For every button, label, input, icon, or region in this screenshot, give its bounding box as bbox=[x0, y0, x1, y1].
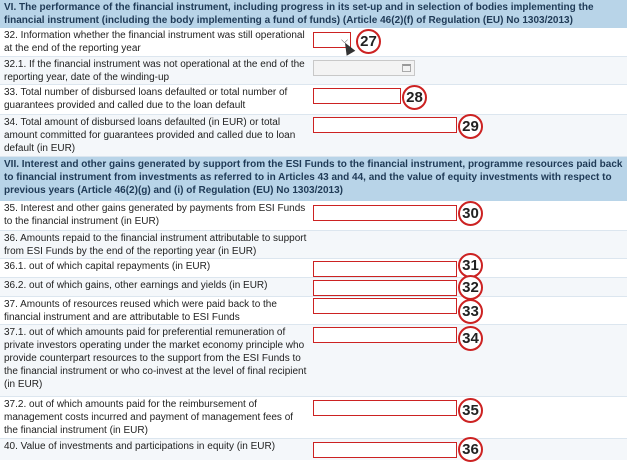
calendar-icon[interactable] bbox=[402, 64, 411, 72]
row-37-2 bbox=[0, 397, 627, 439]
capital-repayments-input[interactable] bbox=[313, 261, 457, 277]
row-35-label: 35. Interest and other gains generated by payments from ESI Funds to the financial instrument (in EUR) bbox=[4, 203, 306, 227]
defaulted-loans-count-input[interactable] bbox=[313, 88, 401, 104]
preferential-remuneration-input[interactable] bbox=[313, 327, 457, 343]
row-34-label: 34. Total amount of disbursed loans defaulted (in EUR) or total amount committed for guarantees provided and called due to loan default (in EUR) bbox=[4, 117, 296, 154]
row-40 bbox=[0, 439, 627, 460]
badge-34: 34 bbox=[458, 326, 483, 351]
badge-32: 32 bbox=[458, 275, 483, 300]
section-vii-header: VII. Interest and other gains generated by support from the ESI Funds to the financial instrument, programme resources paid back to financial instrument from investments as referred to in Articles 43 and 44, and the value of equity investments with respect to previous years (Article 46(2)(g) and (i) of Regulation (EU) No 1303/2013) bbox=[0, 157, 627, 201]
badge-35: 35 bbox=[458, 398, 483, 423]
row-37-1 bbox=[0, 325, 627, 397]
section-vi-header: VI. The performance of the financial instrument, including progress in its set-up and in selection of bodies implementing the financial instrument (including the body implementing a fund of funds) (Article 46(2)(f) of Regulation (EU) No 1303/2013) bbox=[0, 0, 627, 28]
badge-33: 33 bbox=[458, 299, 483, 324]
badge-27: 27 bbox=[356, 29, 381, 54]
mouse-cursor-icon bbox=[341, 40, 356, 55]
row-32-1-label: 32.1. If the financial instrument was not operational at the end of the reporting year, date of the winding-up bbox=[4, 59, 305, 83]
row-32-1 bbox=[0, 57, 627, 85]
row-33-label: 33. Total number of disbursed loans defaulted or total number of guarantees provided and called due to the loan default bbox=[4, 87, 288, 111]
badge-28: 28 bbox=[402, 85, 427, 110]
row-40-label: 40. Value of investments and participations in equity (in EUR) bbox=[4, 441, 276, 452]
badge-30: 30 bbox=[458, 201, 483, 226]
row-37-2-label: 37.2. out of which amounts paid for the reimbursement of management costs incurred and payment of management fees of the financial instrument (in EUR) bbox=[4, 399, 294, 436]
badge-31: 31 bbox=[458, 253, 483, 278]
resources-reused-input[interactable] bbox=[313, 298, 457, 314]
gains-earnings-input[interactable] bbox=[313, 280, 457, 296]
row-36-2-label: 36.2. out of which gains, other earnings and yields (in EUR) bbox=[4, 280, 268, 291]
row-37 bbox=[0, 297, 627, 325]
row-37-label: 37. Amounts of resources reused which were paid back to the financial instrument and are attributable to ESI Funds bbox=[4, 299, 277, 323]
row-36-2 bbox=[0, 278, 627, 297]
row-32-label: 32. Information whether the financial instrument was still operational at the end of the reporting year bbox=[4, 30, 305, 54]
management-costs-input[interactable] bbox=[313, 400, 457, 416]
row-37-1-label: 37.1. out of which amounts paid for preferential remuneration of private investors operating under the market economy principle who provide counterpart resources to the support from the ESI Funds to the financial instrument or who co-invest at the level of final recipient (in EUR) bbox=[4, 327, 307, 390]
row-33 bbox=[0, 85, 627, 115]
defaulted-loans-amount-input[interactable] bbox=[313, 117, 457, 133]
badge-36: 36 bbox=[458, 437, 483, 462]
row-36 bbox=[0, 231, 627, 259]
badge-29: 29 bbox=[458, 114, 483, 139]
row-36-1-label: 36.1. out of which capital repayments (in EUR) bbox=[4, 261, 211, 272]
row-32 bbox=[0, 28, 627, 57]
row-36-1 bbox=[0, 259, 627, 278]
chevron-down-icon: ⌵ bbox=[341, 35, 348, 45]
interest-gains-input[interactable] bbox=[313, 205, 457, 221]
winding-up-date-input[interactable] bbox=[313, 60, 415, 76]
row-34 bbox=[0, 115, 627, 157]
equity-investments-input[interactable] bbox=[313, 442, 457, 458]
row-36-label: 36. Amounts repaid to the financial instrument attributable to support from ESI Funds by the end of the reporting year (in EUR) bbox=[4, 233, 307, 257]
row-35 bbox=[0, 201, 627, 231]
